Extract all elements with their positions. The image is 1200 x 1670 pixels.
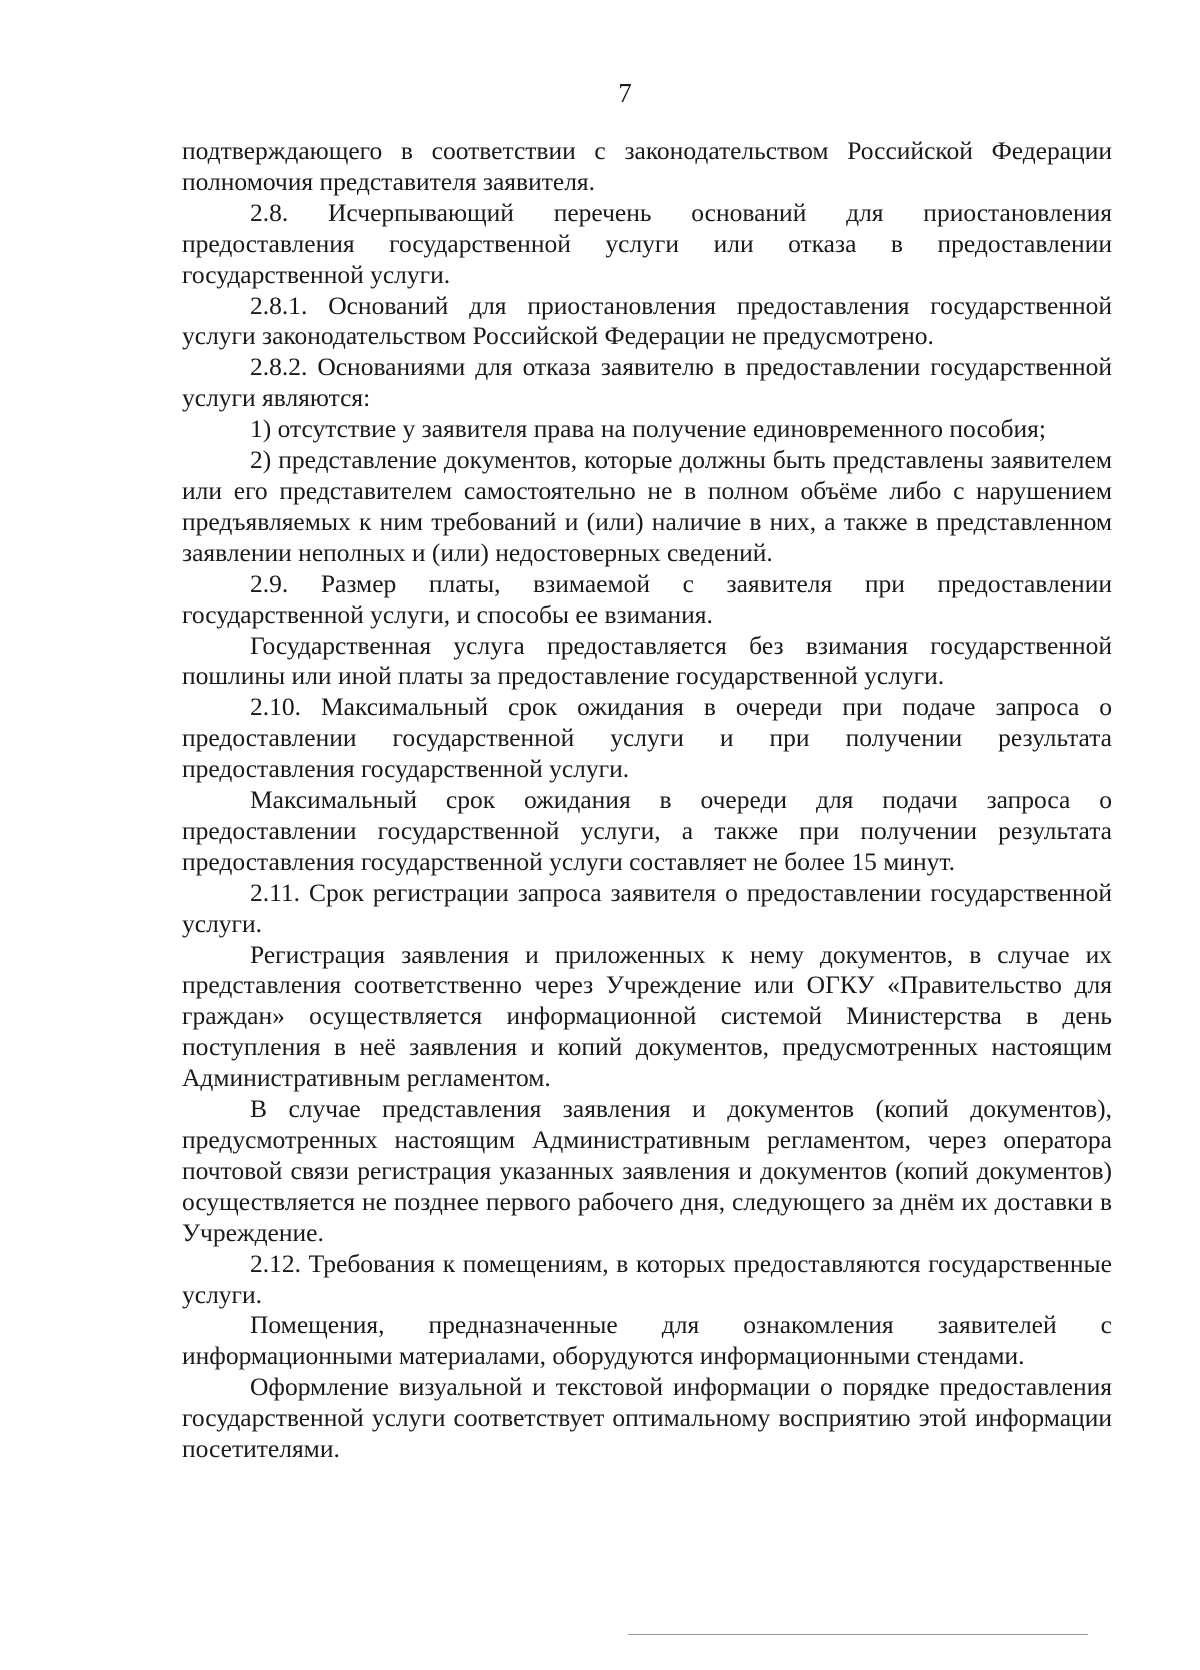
page-number: 7 <box>618 78 632 108</box>
paragraph-section-2-11: 2.11. Срок регистрации запроса заявителя о предоставлении государственной услуги. <box>182 877 1112 938</box>
paragraph-registration: Регистрация заявления и приложенных к нему документов, в случае их представления соответственно через Учреждение или ОГКУ «Правительство для граждан» осуществляется информационной системой Министерства в день поступления в неё заявления и копий документов, предусмотренных настоящим Административным регламентом. <box>182 939 1112 1093</box>
paragraph-wait-time: Максимальный срок ожидания в очереди для подачи запроса о предоставлении государственной услуги, а также при получении результата предоставления государственной услуги составляет не более 15 минут. <box>182 785 1112 876</box>
paragraph-section-2-8-2: 2.8.2. Основаниями для отказа заявителю в предоставлении государственной услуги являются: <box>182 352 1112 413</box>
list-item-1: 1) отсутствие у заявителя права на получение единовременного пособия; <box>250 414 1046 444</box>
paragraph-postal-registration: В случае представления заявления и документов (копий документов), предусмотренных настоящим Административным регламентом, через оператора почтовой связи регистрация указанных заявления и документов (копий документов) осуществляется не позднее первого рабочего дня, следующего за днём их доставки в Учреждение. <box>182 1094 1112 1247</box>
paragraph-section-2-8: 2.8. Исчерпывающий перечень оснований для приостановления предоставления государственной услуги или отказа в предоставлении государственной услуги. <box>182 197 1112 289</box>
list-item-2: 2) представление документов, которые должны быть представлены заявителем или его представителем самостоятельно не в полном объёме либо с нарушением предъявляемых к ним требований и (или) наличие в них, а также в представленном заявлении неполных и (или) недостоверных сведений. <box>182 445 1112 567</box>
paragraph-fee-info: Государственная услуга предоставляется без взимания государственной пошлины или иной платы за предоставление государственной услуги. <box>182 630 1112 691</box>
paragraph-continuation: подтверждающего в соответствии с законодательством Российской Федерации полномочия представителя заявителя. <box>182 136 1112 196</box>
paragraph-section-2-10: 2.10. Максимальный срок ожидания в очереди при подаче запроса о предоставлении государственной услуги и при получении результата предоставления государственной услуги. <box>182 692 1112 784</box>
paragraph-premises: Помещения, предназначенные для ознакомления заявителей с информационными материалами, оборудуются информационными стендами. <box>182 1310 1112 1371</box>
footer-divider <box>628 1634 1088 1635</box>
paragraph-section-2-8-1: 2.8.1. Оснований для приостановления предоставления государственной услуги законодательством Российской Федерации не предусмотрено. <box>182 290 1112 351</box>
paragraph-section-2-12: 2.12. Требования к помещениям, в которых предоставляются государственные услуги. <box>182 1248 1112 1309</box>
document-body <box>182 136 1112 1465</box>
paragraph-information-design: Оформление визуальной и текстовой информации о порядке предоставления государственной услуги соответствует оптимальному восприятию этой информации посетителями. <box>182 1372 1112 1464</box>
paragraph-section-2-9: 2.9. Размер платы, взимаемой с заявителя при предоставлении государственной услуги, и способы ее взимания. <box>182 568 1112 629</box>
